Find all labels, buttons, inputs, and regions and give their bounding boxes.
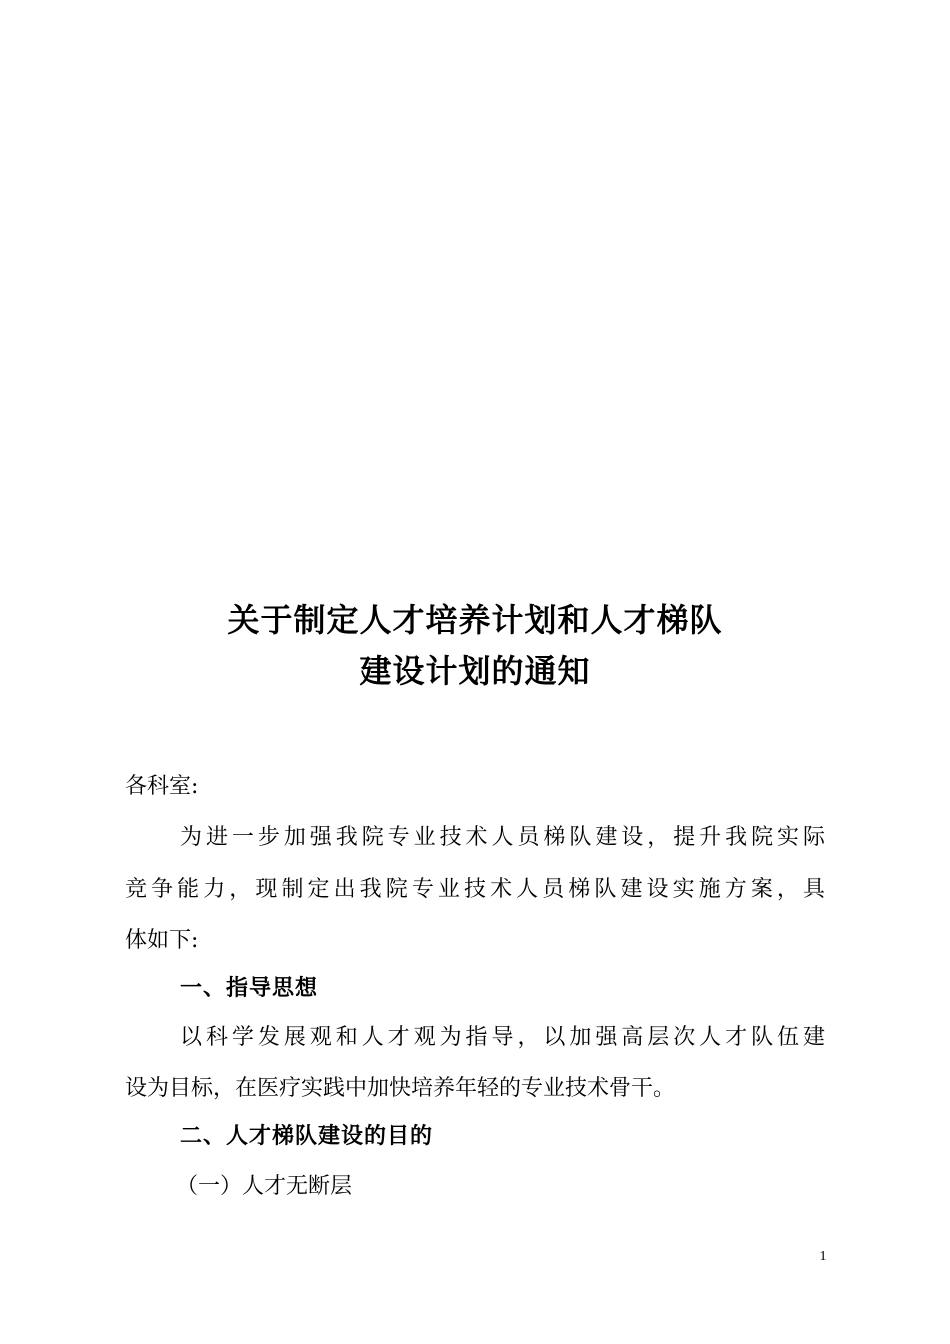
subsection-heading-no-gap: （一）人才无断层 (176, 1174, 353, 1199)
section-heading-guiding-thought: 一、指导思想 (180, 976, 319, 1001)
section1-line-1: 以科学发展观和人才观为指导，以加强高层次人才队伍建 (180, 1025, 825, 1050)
intro-line-2: 竞争能力，现制定出我院专业技术人员梯队建设实施方案，具 (125, 877, 825, 902)
salutation: 各科室: (125, 774, 199, 799)
page-number: 1 (819, 1249, 827, 1264)
intro-line-1: 为进一步加强我院专业技术人员梯队建设，提升我院实际 (180, 825, 825, 850)
section1-line-2: 设为目标，在医疗实践中加快培养年轻的专业技术骨干。 (125, 1076, 676, 1101)
document-title-line-2: 建设计划的通知 (359, 652, 591, 690)
document-title-line-1: 关于制定人才培养计划和人才梯队 (227, 601, 723, 639)
section-heading-purpose: 二、人才梯队建设的目的 (180, 1124, 434, 1149)
intro-line-3: 体如下: (125, 928, 199, 953)
